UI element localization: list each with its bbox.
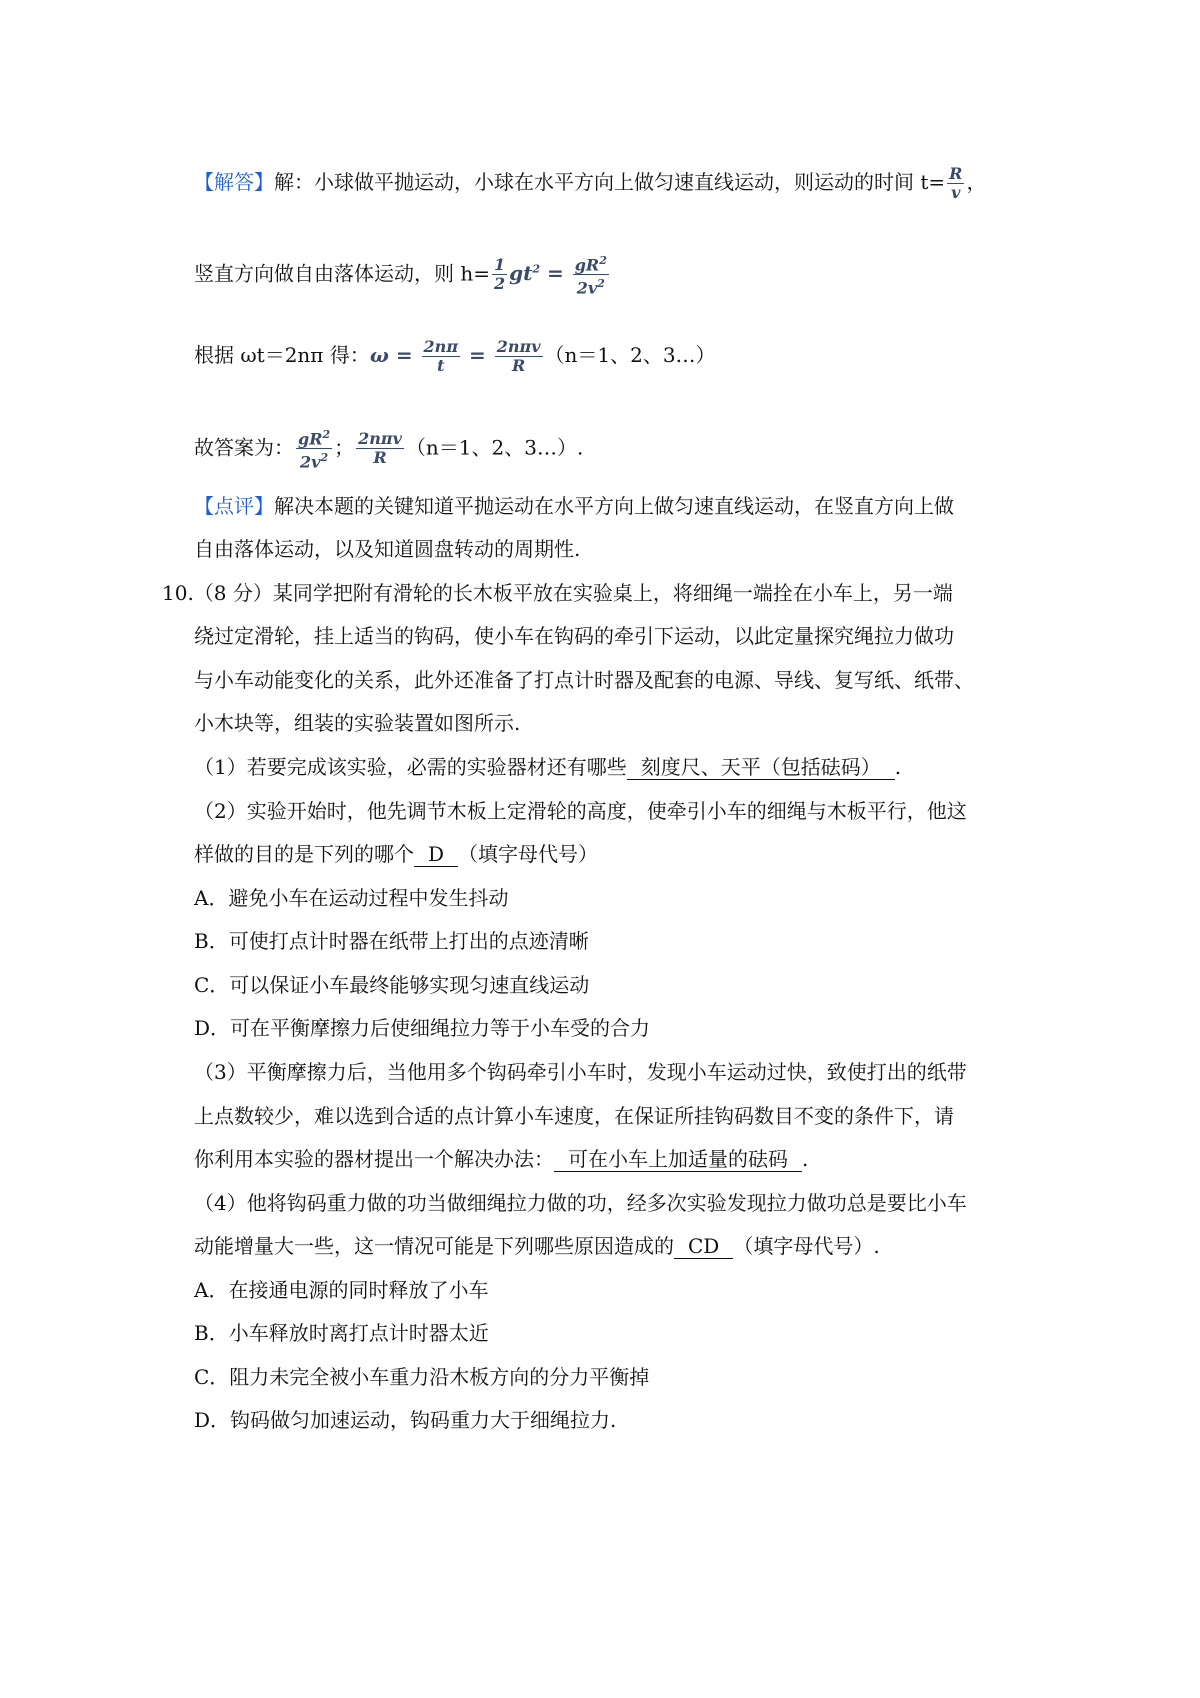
q10-part2-option-b: B．可使打点计时器在纸带上打出的点迹清晰 [194,929,589,953]
answer-gR2-over-2v2: $\frac{gR^2}{2v^2}$ [298,428,331,472]
solution-text-4-suffix: （n＝1、2、3…）. [405,435,584,460]
q10-part4-option-a: A．在接通电源的同时释放了小车 [194,1278,489,1302]
q10-part2-option-d: D．可在平衡摩擦力后使细绳拉力等于小车受的合力 [194,1016,651,1040]
solution-line-4 [194,426,583,472]
q10-line-4: 小木块等，组装的实验装置如图所示. [194,711,521,735]
q10-part3-line-3 [194,1145,808,1173]
formula-omega: ω = [369,343,420,367]
solution-line-3 [194,338,716,375]
comment-line-2: 自由落体运动，以及知道圆盘转动的周期性. [194,537,581,561]
q10-part2-line-1: （2）实验开始时，他先调节木板上定滑轮的高度，使牵引小车的细绳与木板平行，他这 [194,799,967,823]
solution-line-1 [194,165,986,202]
q10-part3-answer: 可在小车上加适量的砝码 [554,1147,802,1172]
formula-t-equals-R-over-v: $\frac{R}{v}$ [949,164,963,202]
solution-line-2 [194,252,611,298]
comment-line-1 [194,492,954,520]
q10-part4-answer: CD [674,1234,733,1259]
q10-part3-text: 你利用本实验的器材提出一个解决办法： [194,1147,554,1171]
q10-part4-line-1: （4）他将钩码重力做的功当做细绳拉力做的功，经多次实验发现拉力做功总是要比小车 [194,1191,967,1215]
formula-2npiv-over-R: $\frac{\text{2nπv}}{R}$ [496,337,541,375]
formula-gR2-over-2v2: $\frac{gR^2}{2v^2}$ [574,254,607,298]
q10-part3-line-2: 上点数较少，难以选到合适的点计算小车速度，在保证所挂钩码数目不变的条件下，请 [194,1104,954,1128]
q10-part1-text: （1）若要完成该实验，必需的实验器材还有哪些 [194,755,627,779]
q10-part4-option-d: D．钩码做匀加速运动，钩码重力大于细绳拉力. [194,1408,617,1432]
q10-part2-answer: D [414,842,458,867]
q10-part1-end: . [894,755,902,779]
solution-text-1-end: ， [966,170,987,194]
q10-part4-option-b: B．小车释放时离打点计时器太近 [194,1321,489,1345]
q10-part4-option-c: C．阻力未完全被小车重力沿木板方向的分力平衡掉 [194,1365,650,1389]
q10-part2-text: 样做的目的是下列的哪个 [194,842,414,866]
q10-part4-text: 动能增量大一些，这一情况可能是下列哪些原因造成的 [194,1234,674,1258]
solution-text-4: 故答案为： [194,435,294,460]
q10-part4-line-2 [194,1232,880,1260]
formula-2npi-over-t: $\frac{2n\pi}{t}$ [423,337,459,375]
formula-equals: = [462,343,493,367]
q10-line-3: 与小车动能变化的关系，此外还准备了打点计时器及配套的电源、导线、复写纸、纸带、 [194,668,974,692]
q10-part3-line-1: （3）平衡摩擦力后，当他用多个钩码牵引小车时，发现小车运动过快，致使打出的纸带 [194,1060,967,1084]
q10-part2-line-2 [194,840,598,868]
solution-text-1: 解：小球做平抛运动，小球在水平方向上做匀速直线运动，则运动的时间 t= [274,170,946,194]
q10-line-1: 10.（8 分）某同学把附有滑轮的长木板平放在实验桌上，将细绳一端拴在小车上，另一端 [162,581,953,605]
answer-2npiv-over-R: $\frac{\text{2nπv}}{R}$ [358,429,402,468]
q10-part1-answer: 刻度尺、天平（包括砝码） [627,755,895,780]
q10-part2-end: （填字母代号） [458,842,599,866]
formula-gt2: $gt^2$ = [509,261,571,286]
q10-part2-option-a: A．避免小车在运动过程中发生抖动 [194,886,509,910]
q10-line-2: 绕过定滑轮，挂上适当的钩码，使小车在钩码的牵引下运动，以此定量探究绳拉力做功 [194,624,954,648]
q10-part2-option-c: C．可以保证小车最终能够实现匀速直线运动 [194,973,590,997]
q10-part3-end: . [802,1147,809,1171]
solution-text-4-sep: ； [334,435,355,460]
solution-text-3: 根据 ωt＝2nπ 得： [194,343,370,367]
comment-text-1: 解决本题的关键知道平抛运动在水平方向上做匀速直线运动，在竖直方向上做 [274,494,954,518]
solution-text-3-suffix: （n＝1、2、3…） [544,343,716,367]
solution-tag: 【解答】 [194,170,274,194]
q10-part1 [194,753,901,781]
formula-half: $\frac{1}{2}$ [494,255,506,294]
comment-tag: 【点评】 [194,494,274,518]
q10-part4-end: （填字母代号）. [733,1234,880,1258]
solution-text-2: 竖直方向做自由落体运动，则 h= [194,261,490,286]
